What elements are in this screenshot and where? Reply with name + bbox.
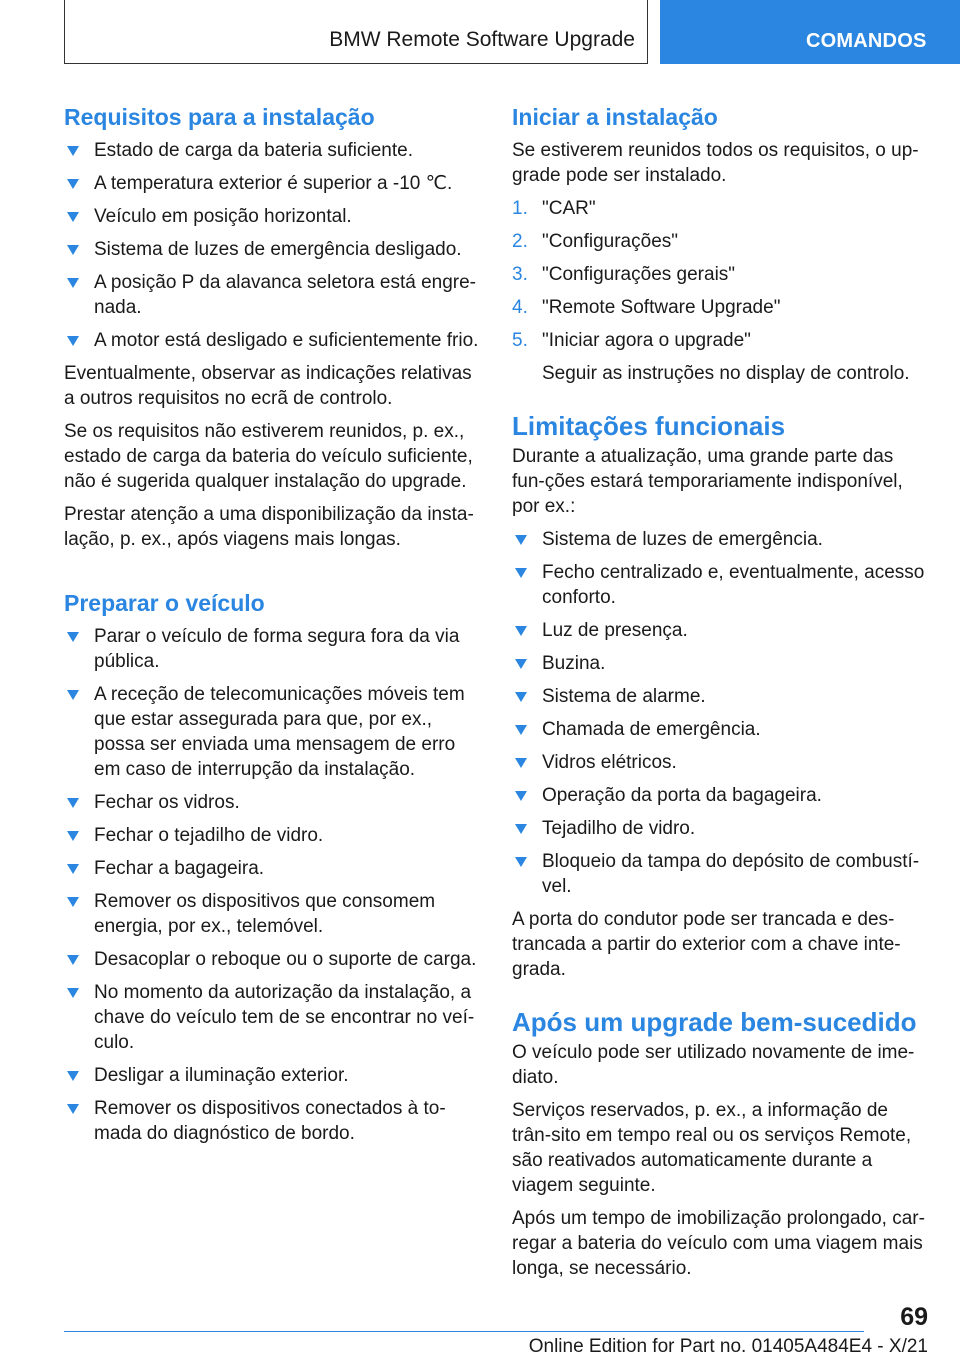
triangle-bullet-icon [67, 212, 79, 222]
list-item: Parar o veículo de forma segura fora da via pública. [64, 624, 482, 674]
triangle-bullet-icon [67, 864, 79, 874]
triangle-bullet-icon [67, 632, 79, 642]
list-item: Vidros elétricos. [512, 750, 928, 775]
footer-divider [64, 1331, 864, 1332]
triangle-bullet-icon [515, 626, 527, 636]
left-column [64, 100, 482, 1154]
right-column [512, 100, 928, 1289]
list-item: Desacoplar o reboque ou o suporte de carga. [64, 947, 482, 972]
list-item: A receção de telecomunicações móveis tem que estar assegurada para que, por ex., possa ser enviada uma mensagem de erro em caso de interrupção da instalação. [64, 682, 482, 782]
step-item: 1. "CAR" [512, 198, 596, 219]
header-box [64, 0, 648, 64]
prepare-list [64, 624, 482, 1146]
list-item: Remover os dispositivos que consomem energia, por ex., telemóvel. [64, 889, 482, 939]
paragraph: Se os requisitos não estiverem reunidos, p. ex., estado de carga da bateria do veículo suficiente, não é sugerida qualquer instalação do upgrade. [64, 421, 473, 492]
footer-edition: Online Edition for Part no. 01405A484E4 - X/21 [528, 1336, 928, 1357]
triangle-bullet-icon [67, 245, 79, 255]
triangle-bullet-icon [515, 659, 527, 669]
list-item: Luz de presença. [512, 618, 928, 643]
list-item: Bloqueio da tampa do depósito de combustí-vel. [512, 849, 928, 899]
paragraph: Após um tempo de imobilização prolongado, car-regar a bateria do veículo com uma viagem mais longa, se necessário. [512, 1208, 925, 1279]
paragraph: Se estiverem reunidos todos os requisitos, o up-grade pode ser instalado. [512, 140, 919, 186]
step-item: 3. "Configurações gerais" [512, 264, 736, 285]
triangle-bullet-icon [67, 179, 79, 189]
limits-heading: Limitações funcionais [512, 411, 786, 441]
list-item: A temperatura exterior é superior a -10 ℃. [64, 171, 482, 196]
triangle-bullet-icon [67, 1104, 79, 1114]
list-item: Sistema de alarme. [512, 684, 928, 709]
after-upgrade-heading: Após um upgrade bem-sucedido [512, 1007, 917, 1037]
requirements-heading: Requisitos para a instalação [64, 104, 375, 130]
triangle-bullet-icon [67, 146, 79, 156]
section-tab: COMANDOS [660, 0, 960, 64]
list-item: Operação da porta da bagageira. [512, 783, 928, 808]
prepare-heading: Preparar o veículo [64, 590, 265, 616]
paragraph: O veículo pode ser utilizado novamente de ime-diato. [512, 1042, 915, 1088]
triangle-bullet-icon [67, 988, 79, 998]
list-item: Tejadilho de vidro. [512, 816, 928, 841]
step-item: 2. "Configurações" [512, 231, 679, 252]
triangle-bullet-icon [515, 791, 527, 801]
triangle-bullet-icon [515, 692, 527, 702]
list-item: Veículo em posição horizontal. [64, 204, 482, 229]
requirements-list [64, 138, 482, 353]
triangle-bullet-icon [67, 831, 79, 841]
paragraph: A porta do condutor pode ser trancada e des-trancada a partir do exterior com a chave inte-grada. [512, 909, 901, 980]
list-item: Buzina. [512, 651, 928, 676]
list-item: Desligar a iluminação exterior. [64, 1063, 482, 1088]
list-item: A motor está desligado e suficientemente frio. [64, 328, 482, 353]
triangle-bullet-icon [67, 336, 79, 346]
triangle-bullet-icon [67, 1071, 79, 1081]
triangle-bullet-icon [67, 897, 79, 907]
list-item: Remover os dispositivos conectados à to-mada do diagnóstico de bordo. [64, 1096, 482, 1146]
step-item: 5. "Iniciar agora o upgrade" [512, 330, 751, 351]
list-item: Fechar o tejadilho de vidro. [64, 823, 482, 848]
paragraph: Eventualmente, observar as indicações relativas a outros requisitos no ecrã de controlo. [64, 363, 472, 409]
page-number: 69 [900, 1303, 928, 1331]
list-item: Sistema de luzes de emergência desligado. [64, 237, 482, 262]
header-title: BMW Remote Software Upgrade [329, 28, 635, 51]
triangle-bullet-icon [515, 568, 527, 578]
step-note: Seguir as instruções no display de controlo. [542, 363, 910, 384]
list-item: Estado de carga da bateria suficiente. [64, 138, 482, 163]
triangle-bullet-icon [67, 798, 79, 808]
list-item: A posição P da alavanca seletora está engre-nada. [64, 270, 482, 320]
start-heading: Iniciar a instalação [512, 104, 718, 130]
list-item: Sistema de luzes de emergência. [512, 527, 928, 552]
paragraph: Prestar atenção a uma disponibilização da insta-lação, p. ex., após viagens mais longas. [64, 504, 474, 550]
paragraph: Durante a atualização, uma grande parte das fun-ções estará temporariamente indisponível, por ex.: [512, 446, 903, 517]
list-item: No momento da autorização da instalação, a chave do veículo tem de se encontrar no veí-culo. [64, 980, 482, 1055]
list-item: Fechar a bagageira. [64, 856, 482, 881]
triangle-bullet-icon [515, 824, 527, 834]
list-item: Fechar os vidros. [64, 790, 482, 815]
triangle-bullet-icon [515, 758, 527, 768]
paragraph: Serviços reservados, p. ex., a informação de trân-sito em tempo real ou os serviços Remote, são reativados automaticamente durante a viagem seguinte. [512, 1100, 912, 1196]
steps-list [512, 196, 928, 353]
list-item: Chamada de emergência. [512, 717, 928, 742]
triangle-bullet-icon [515, 535, 527, 545]
list-item: Fecho centralizado e, eventualmente, acesso conforto. [512, 560, 928, 610]
step-item: 4. "Remote Software Upgrade" [512, 297, 781, 318]
triangle-bullet-icon [67, 955, 79, 965]
triangle-bullet-icon [515, 725, 527, 735]
limits-list [512, 527, 928, 899]
triangle-bullet-icon [67, 278, 79, 288]
triangle-bullet-icon [67, 690, 79, 700]
triangle-bullet-icon [515, 857, 527, 867]
